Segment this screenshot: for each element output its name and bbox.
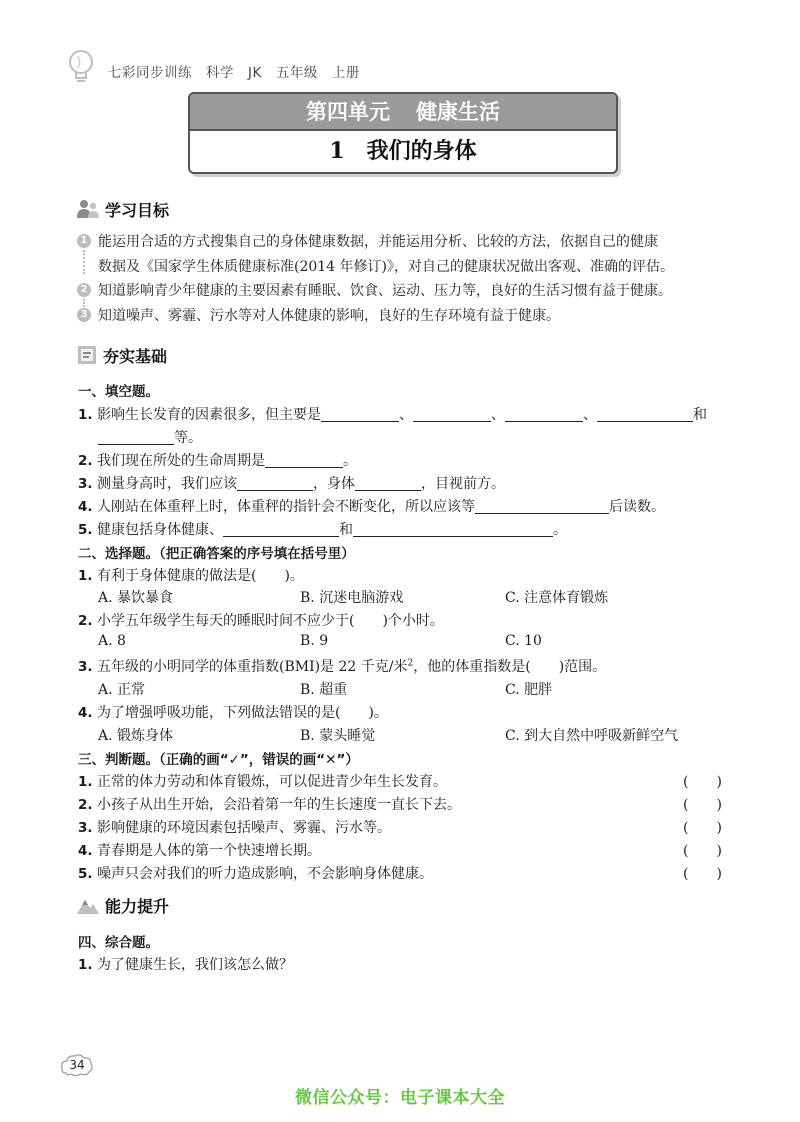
choice-question-2: [78, 610, 444, 630]
separator: 、: [398, 407, 413, 423]
answer-parentheses[interactable]: ( ): [683, 820, 722, 836]
choice-question-4: [78, 702, 388, 722]
goal-dotted-connector: [83, 299, 85, 307]
basics-section-header: [76, 342, 167, 368]
comprehensive-heading: 四、综合题。: [78, 935, 159, 951]
question-text: 正常的体力劳动和体育锻炼，可以促进青少年生长发育。: [96, 774, 447, 790]
question-text: ，身体: [312, 476, 355, 492]
fill-question-1-cont: [98, 427, 202, 447]
goal-number-badge: 2: [77, 283, 91, 297]
question-text: 五年级的小明同学的体重指数(BMI)是 22 千克/米: [96, 659, 408, 675]
goal-text: 知道影响青少年健康的主要因素有睡眠、饮食、运动、压力等，良好的生活习惯有益于健康。: [98, 283, 672, 299]
fill-question-2: [78, 450, 357, 470]
choice-option-b[interactable]: B. 超重: [300, 682, 348, 698]
choice-option-c[interactable]: C. 10: [505, 633, 542, 649]
answer-blank[interactable]: [98, 429, 174, 445]
book-title: 七彩同步训练 科学 JK 五年级 上册: [108, 65, 360, 81]
ability-section-header: [76, 892, 169, 918]
question-number: 2.: [78, 453, 93, 469]
question-number: 5.: [78, 866, 93, 882]
separator: 、: [582, 407, 597, 423]
question-number: 3.: [78, 476, 93, 492]
judge-item: [78, 863, 433, 883]
goals-section-title: 学习目标: [105, 200, 170, 220]
judge-item: [78, 817, 391, 837]
choice-option-b[interactable]: B. 蒙头睡觉: [300, 728, 376, 744]
goals-section-header: [76, 196, 169, 222]
choice-question-3: [78, 656, 606, 676]
unit-title-box: [188, 92, 618, 174]
question-text: 等。: [174, 430, 202, 446]
choice-option-a[interactable]: A. 暴饮暴食: [98, 590, 174, 606]
unit-name: 健康生活: [416, 99, 500, 124]
question-number: 1.: [78, 407, 93, 423]
students-icon: [76, 198, 100, 220]
question-number: 2.: [78, 613, 93, 629]
answer-blank[interactable]: [597, 406, 693, 422]
goal-text: 知道噪声、雾霾、污水等对人体健康的影响，良好的生存环境有益于健康。: [98, 308, 560, 324]
unit-label: 第四单元: [306, 99, 390, 124]
checklist-icon: [76, 344, 98, 366]
question-text: 噪声只会对我们的听力造成影响，不会影响身体健康。: [96, 866, 433, 882]
answer-blank[interactable]: [353, 521, 553, 537]
fill-question-5: [78, 519, 567, 539]
question-text: 测量身高时，我们应该: [96, 476, 237, 492]
footer-watermark: 微信公众号：电子课本大全: [295, 1088, 505, 1108]
conjunction: 和: [338, 522, 353, 538]
judge-heading: 三、判断题。（正确的画“✓”，错误的画“✕”）: [78, 752, 359, 768]
choice-option-a[interactable]: A. 8: [98, 633, 126, 649]
separator: 、: [490, 407, 505, 423]
mountain-icon: [76, 894, 100, 916]
comprehensive-question-1: [78, 954, 293, 974]
judge-item: [78, 771, 447, 791]
question-text: ，目视前方。: [420, 476, 505, 492]
question-text: 有利于身体健康的做法是( )。: [96, 568, 304, 584]
answer-blank[interactable]: [505, 406, 583, 422]
question-text: 影响健康的环境因素包括噪声、雾霾、污水等。: [96, 820, 391, 836]
question-text: 。: [552, 522, 567, 538]
choice-heading: 二、选择题。（把正确答案的序号填在括号里）: [78, 546, 355, 562]
answer-blank[interactable]: [237, 475, 313, 491]
goal-text: 数据及《国家学生体质健康标准(2014 年修订)》，对自己的健康状况做出客观、准确的评估。: [98, 259, 675, 275]
fill-blank-heading: 一、填空题。: [78, 384, 159, 400]
question-number: 2.: [78, 797, 93, 813]
goal-number-badge: 3: [77, 308, 91, 322]
question-text: 青春期是人体的第一个快速增长期。: [96, 843, 321, 859]
superscript: 2: [407, 658, 414, 669]
question-text: 人刚站在体重秤上时，体重秤的指针会不断变化，所以应该等: [96, 499, 475, 515]
page-number-badge: [60, 1053, 94, 1077]
answer-parentheses[interactable]: ( ): [683, 774, 722, 790]
answer-blank[interactable]: [475, 498, 609, 514]
choice-option-a[interactable]: A. 锻炼身体: [98, 728, 174, 744]
choice-option-c[interactable]: C. 到大自然中呼吸新鲜空气: [505, 728, 679, 744]
question-text: ，他的体重指数是( )范围。: [413, 659, 607, 675]
unit-title-bar: [190, 94, 616, 131]
answer-parentheses[interactable]: ( ): [683, 797, 722, 813]
choice-question-1: [78, 565, 304, 585]
choice-option-a[interactable]: A. 正常: [98, 682, 146, 698]
question-number: 3.: [78, 659, 93, 675]
question-number: 1.: [78, 568, 93, 584]
lightbulb-logo-icon: [68, 50, 94, 84]
question-number: 4.: [78, 843, 93, 859]
answer-parentheses[interactable]: ( ): [683, 866, 722, 882]
goal-number-badge: 1: [77, 234, 91, 248]
question-text: 影响生长发育的因素很多，但主要是: [96, 407, 321, 423]
choice-option-c[interactable]: C. 肥胖: [505, 682, 553, 698]
basics-section-title: 夯实基础: [103, 346, 168, 366]
choice-option-b[interactable]: B. 沉迷电脑游戏: [300, 590, 404, 606]
question-number: 3.: [78, 820, 93, 836]
answer-blank[interactable]: [355, 475, 421, 491]
judge-item: [78, 840, 321, 860]
fill-question-1: [78, 404, 707, 424]
question-number: 1.: [78, 957, 93, 973]
question-text: 。: [342, 453, 357, 469]
question-text: 我们现在所处的生命周期是: [96, 453, 265, 469]
fill-question-3: [78, 473, 505, 493]
ability-section-title: 能力提升: [105, 896, 170, 916]
answer-blank[interactable]: [321, 406, 399, 422]
question-number: 4.: [78, 499, 93, 515]
question-text: 为了增强呼吸功能，下列做法错误的是( )。: [96, 705, 388, 721]
goal-text: 能运用合适的方式搜集自己的身体健康数据，并能运用分析、比较的方法，依据自己的健康: [98, 234, 658, 250]
choice-option-c[interactable]: C. 注意体育锻炼: [505, 590, 609, 606]
page-number: 34: [69, 1058, 85, 1072]
judge-item: [78, 794, 461, 814]
answer-blank[interactable]: [223, 521, 339, 537]
choice-option-b[interactable]: B. 9: [300, 633, 329, 649]
answer-blank[interactable]: [265, 452, 343, 468]
answer-blank[interactable]: [413, 406, 491, 422]
question-number: 1.: [78, 774, 93, 790]
goal-dotted-connector: [83, 250, 85, 274]
lesson-name: 我们的身体: [366, 138, 477, 164]
conjunction: 和: [692, 407, 707, 423]
question-text: 为了健康生长，我们该怎么做？: [96, 957, 293, 973]
question-number: 5.: [78, 522, 93, 538]
lesson-title: [190, 131, 616, 172]
question-text: 小孩子从出生开始，会沿着第一年的生长速度一直长下去。: [96, 797, 461, 813]
question-text: 后读数。: [608, 499, 665, 515]
question-number: 4.: [78, 705, 93, 721]
fill-question-4: [78, 496, 665, 516]
answer-parentheses[interactable]: ( ): [683, 843, 722, 859]
question-text: 小学五年级学生每天的睡眠时间不应少于( )个小时。: [96, 613, 444, 629]
lesson-number: 1: [329, 138, 345, 164]
question-text: 健康包括身体健康、: [96, 522, 223, 538]
